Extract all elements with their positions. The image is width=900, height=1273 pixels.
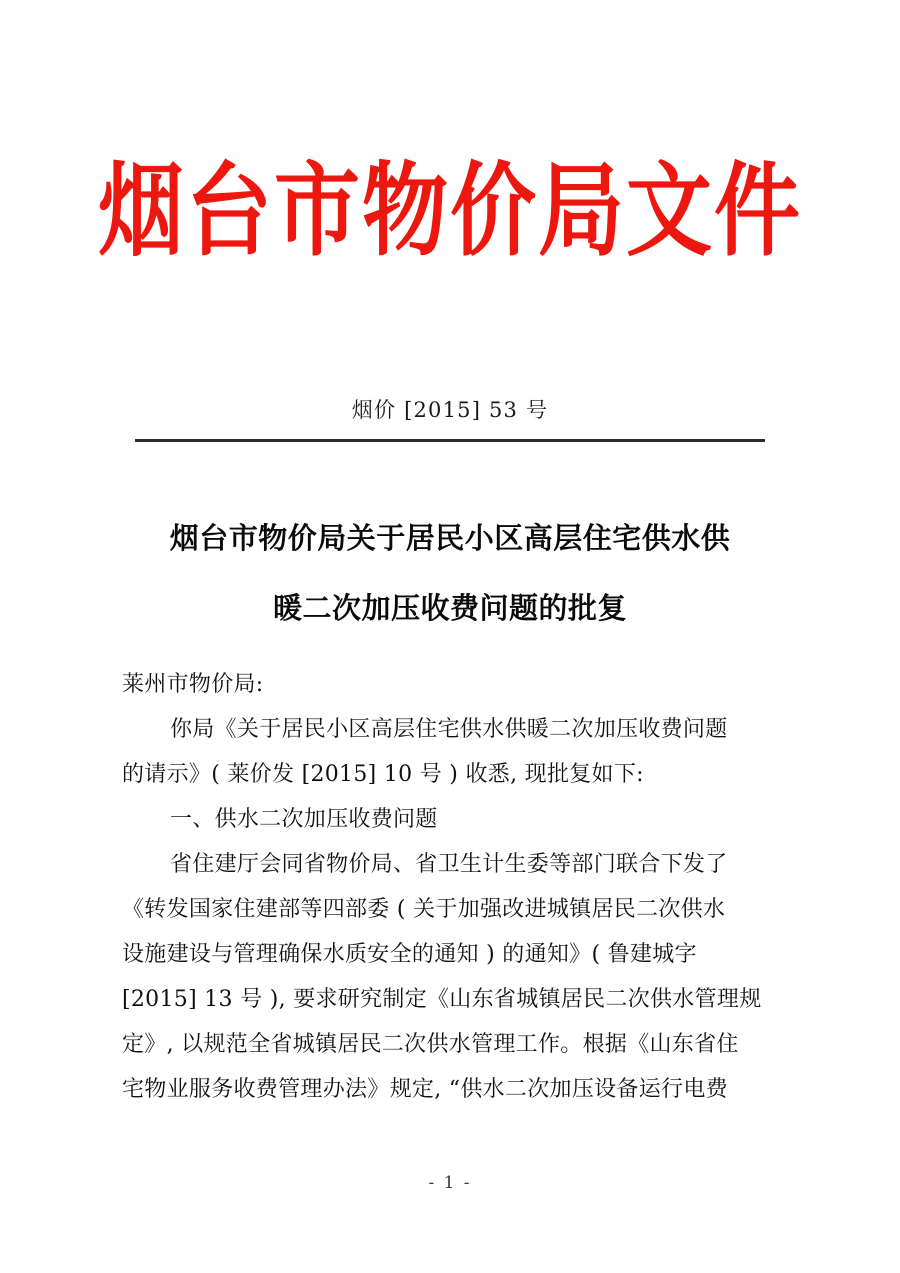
page-title-line-1: 烟台市物价局关于居民小区高层住宅供水供 — [169, 521, 731, 555]
letterhead-masthead — [0, 151, 900, 271]
body-line: 定》, 以规范全省城镇居民二次供水管理工作。根据《山东省住 — [122, 1032, 739, 1057]
header-separator-rule — [135, 439, 765, 442]
body-line: 宅物业服务收费管理办法》规定, “供水二次加压设备运行电费 — [122, 1077, 728, 1102]
body-line: 的请示》( 莱价发 [2015] 10 号 ) 收悉, 现批复如下: — [122, 762, 644, 787]
body-line: 你局《关于居民小区高层住宅供水供暖二次加压收费问题 — [170, 717, 728, 742]
page-footer — [0, 1173, 900, 1193]
body-line: [2015] 13 号 ), 要求研究制定《山东省城镇居民二次供水管理规 — [122, 987, 762, 1012]
issuing-authority-title: 烟台市物价局文件 — [98, 151, 802, 271]
body-line: 设施建设与管理确保水质安全的通知 ) 的通知》( 鲁建城字 — [122, 942, 697, 967]
page-number: - 1 - — [428, 1173, 472, 1193]
document-number-row — [0, 396, 900, 425]
document-number: 烟价 [2015] 53 号 — [351, 398, 549, 422]
body-line-recipient: 莱州市物价局: — [122, 672, 264, 697]
page-title-line-2: 暖二次加压收费问题的批复 — [272, 591, 627, 625]
body-section-heading-1: 一、供水二次加压收费问题 — [170, 807, 438, 832]
body-line: 《转发国家住建部等四部委 ( 关于加强改进城镇居民二次供水 — [122, 897, 726, 922]
page-title — [110, 503, 790, 643]
document-body — [122, 662, 782, 1112]
body-line: 省住建厅会同省物价局、省卫生计生委等部门联合下发了 — [170, 852, 728, 877]
